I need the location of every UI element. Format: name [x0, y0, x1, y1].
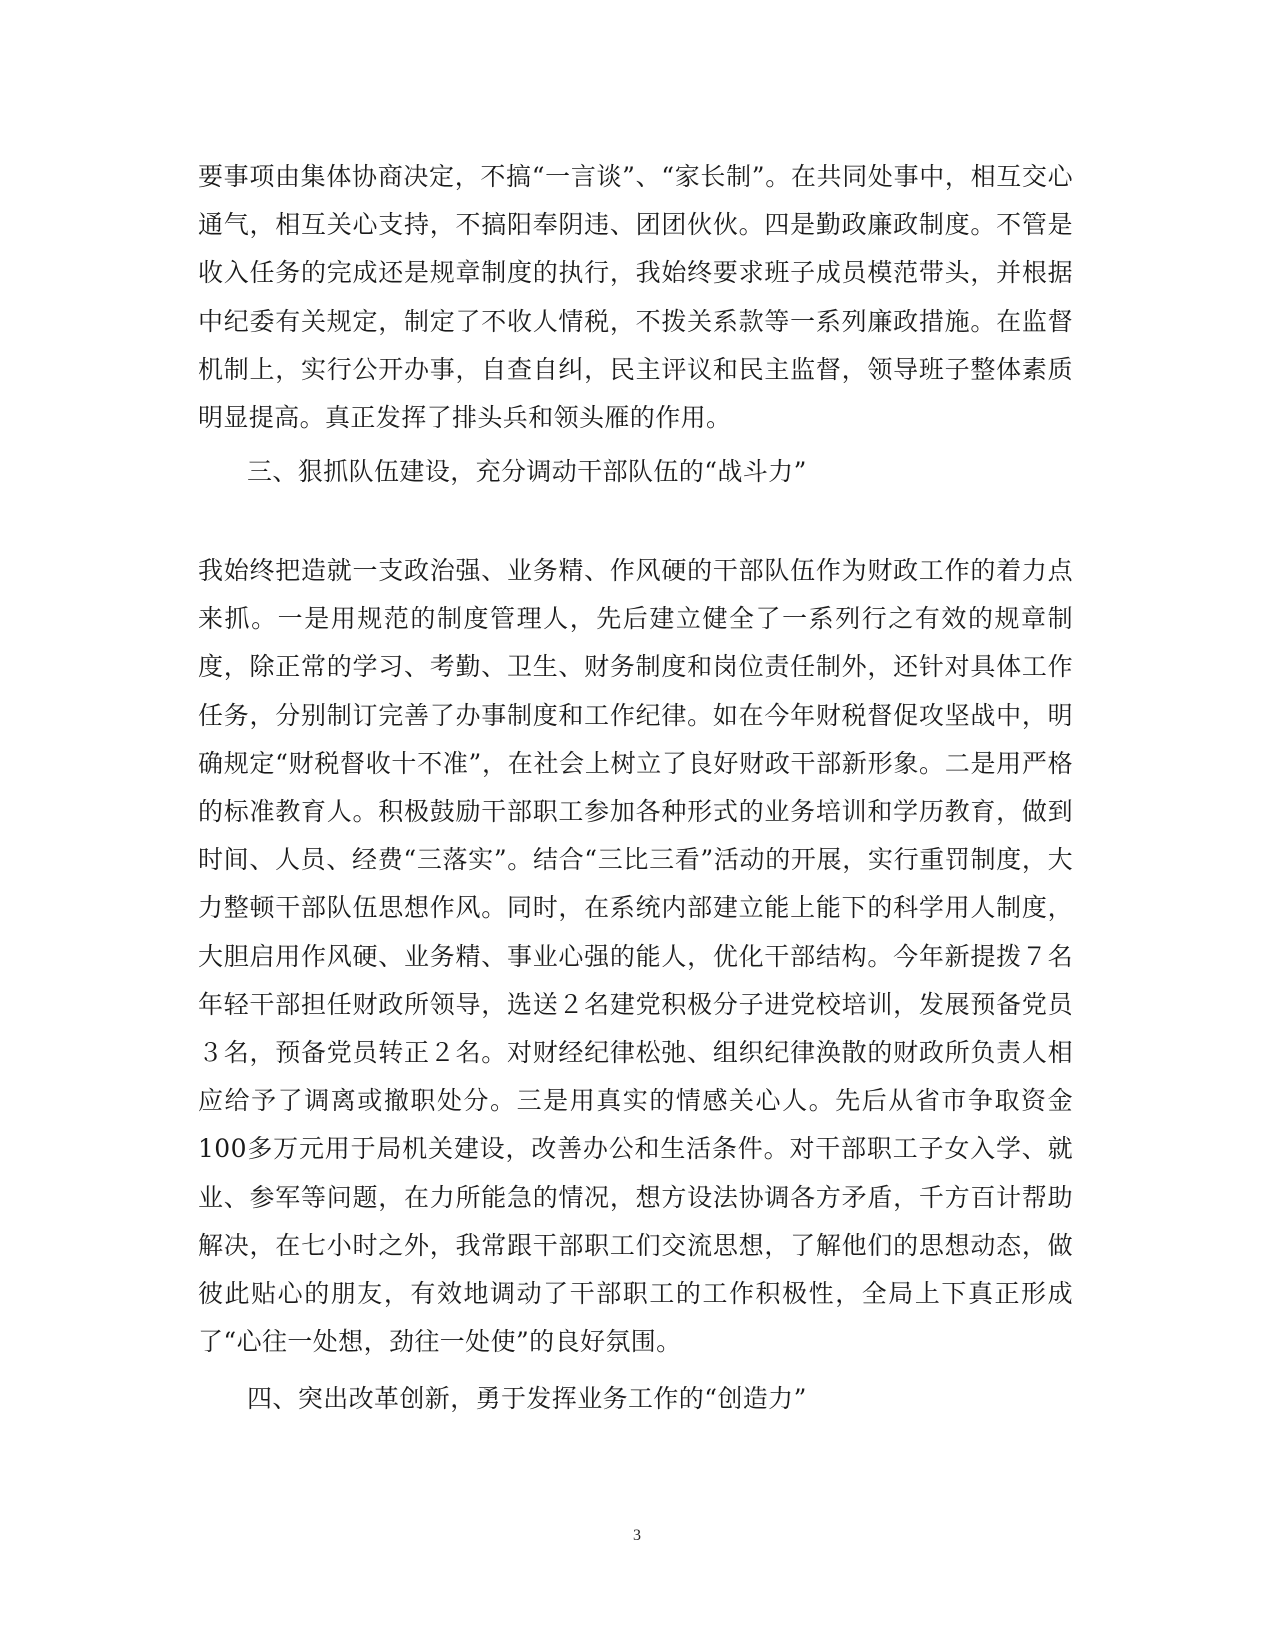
paragraph-continued: 要事项由集体协商决定，不搞“一言谈”、“家长制”。在共同处事中，相互交心通气，相互关心支持，不搞阳奉阴违、团团伙伙。四是勤政廉政制度。不管是收入任务的完成还是规章制度的执行，我始终要求班子成员模范带头，并根据中纪委有关规定，制定了不收人情税，不拨关系款等一系列廉政措施。在监督机制上，实行公开办事，自查自纠，民主评议和民主监督，领导班子整体素质明显提高。真正发挥了排头兵和领头雁的作用。	[198, 162, 1073, 433]
section-heading-4: 四、突出改革创新，勇于发挥业务工作的“创造力”	[247, 1384, 807, 1413]
section-heading-3: 三、狠抓队伍建设，充分调动干部队伍的“战斗力”	[247, 457, 807, 486]
page-number: 3	[633, 1527, 641, 1544]
paragraph-team-building: 我始终把造就一支政治强、业务精、作风硬的干部队伍作为财政工作的着力点来抓。一是用规范的制度管理人，先后建立健全了一系列行之有效的规章制度，除正常的学习、考勤、卫生、财务制度和岗位责任制外，还针对具体工作任务，分别制订完善了办事制度和工作纪律。如在今年财税督促攻坚战中，明确规定“财税督收十不准”，在社会上树立了良好财政干部新形象。二是用严格的标准教育人。积极鼓励干部职工参加各种形式的业务培训和学历教育，做到时间、人员、经费“三落实”。结合“三比三看”活动的开展，实行重罚制度，大力整顿干部队伍思想作风。同时，在系统内部建立能上能下的科学用人制度，大胆启用作风硬、业务精、事业心强的能人，优化干部结构。今年新提拨７名年轻干部担任财政所领导，选送２名建党积极分子进党校培训，发展预备党员３名，预备党员转正２名。对财经纪律松弛、组织纪律涣散的财政所负责人相应给予了调离或撤职处分。三是用真实的情感关心人。先后从省市争取资金100多万元用于局机关建设，改善办公和生活条件。对干部职工子女入学、就业、参军等问题，在力所能急的情况，想方设法协调各方矛盾，千方百计帮助解决，在七小时之外，我常跟干部职工们交流思想，了解他们的思想动态，做彼此贴心的朋友，有效地调动了干部职工的工作积极性，全局上下真正形成了“心往一处想，劲往一处使”的良好氛围。	[198, 556, 1073, 1357]
